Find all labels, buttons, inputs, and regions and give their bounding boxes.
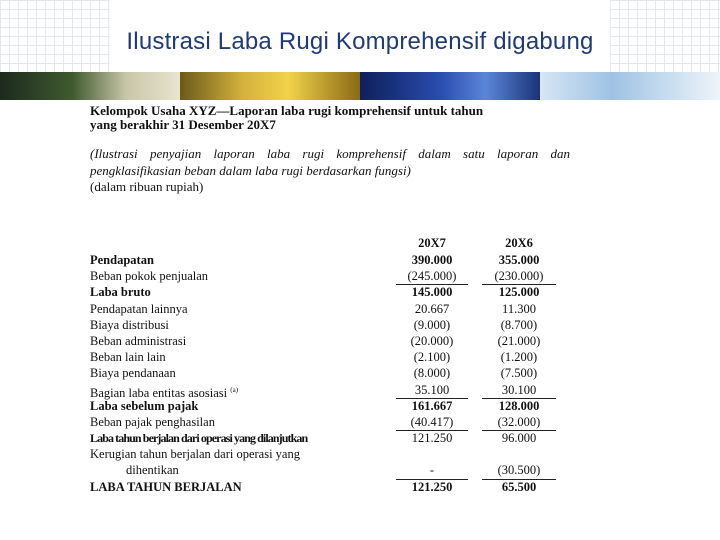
row-label-text: Bagian laba entitas asosiasi bbox=[90, 385, 228, 400]
table-header-row bbox=[90, 236, 570, 252]
income-statement-table bbox=[90, 236, 570, 495]
table-row bbox=[90, 430, 570, 446]
row-label: Beban pajak penghasilan bbox=[90, 414, 215, 429]
row-value-20x7: (40.417) bbox=[396, 414, 468, 431]
footnote-marker: (a) bbox=[230, 385, 239, 394]
table-row bbox=[90, 252, 570, 268]
row-value-20x7: 161.667 bbox=[411, 398, 453, 413]
row-label: Beban lain lain bbox=[90, 350, 166, 365]
column-header-20x7: 20X7 bbox=[418, 236, 446, 250]
photo-strip-image-2 bbox=[180, 72, 360, 100]
table-row bbox=[90, 479, 570, 495]
table-row bbox=[90, 349, 570, 365]
row-value-20x6: (21.000) bbox=[497, 333, 541, 348]
table-row bbox=[90, 268, 570, 284]
row-value-20x7: - bbox=[396, 462, 468, 479]
row-value-20x7: (20.000) bbox=[410, 333, 454, 348]
row-value-20x7: 35.100 bbox=[396, 382, 468, 399]
row-value-20x6: (30.500) bbox=[482, 462, 556, 479]
row-value-20x7: 390.000 bbox=[411, 253, 453, 267]
row-label: Biaya distribusi bbox=[90, 317, 169, 332]
row-value-20x6: (32.000) bbox=[482, 414, 556, 431]
row-value-20x7: (245.000) bbox=[396, 268, 468, 285]
slide-title: Ilustrasi Laba Rugi Komprehensif digabung bbox=[126, 28, 594, 55]
table-row bbox=[90, 414, 570, 430]
row-value-20x6: 96.000 bbox=[501, 431, 537, 446]
row-value-20x6: 355.000 bbox=[498, 253, 540, 267]
row-label: Laba bruto bbox=[90, 285, 151, 300]
row-value-20x7: (9.000) bbox=[413, 317, 451, 332]
row-value-20x6: 125.000 bbox=[498, 285, 540, 300]
row-label: Pendapatan bbox=[90, 253, 154, 267]
photo-strip-image-3 bbox=[360, 72, 540, 100]
row-value-20x6: 30.100 bbox=[482, 382, 556, 399]
row-value-20x7: 121.250 bbox=[411, 479, 453, 494]
table-row bbox=[90, 301, 570, 317]
statement-heading-line-2: yang berakhir 31 Desember 20X7 bbox=[90, 117, 276, 132]
row-label: Beban pokok penjualan bbox=[90, 269, 209, 284]
illustration-note: (Ilustrasi penyajian laporan laba rugi komprehensif dalam satu laporan dan pengklasifikasian beban dalam laba rugi berdasarkan fungsi) bbox=[90, 146, 570, 178]
row-value-20x6: 11.300 bbox=[502, 301, 536, 316]
row-label: dihentikan bbox=[126, 463, 179, 478]
row-value-20x6: (230.000) bbox=[482, 268, 556, 285]
row-value-20x7: (8.000) bbox=[413, 366, 451, 381]
slide-header bbox=[0, 0, 720, 72]
row-value-20x6: 128.000 bbox=[498, 398, 540, 413]
statement-heading-line-1: Kelompok Usaha XYZ—Laporan laba rugi komprehensif untuk tahun bbox=[90, 103, 484, 118]
table-row bbox=[90, 284, 570, 300]
unit-note: (dalam ribuan rupiah) bbox=[90, 179, 204, 194]
row-value-20x7: (2.100) bbox=[413, 350, 451, 365]
row-value-20x7: 145.000 bbox=[411, 285, 453, 300]
statement-document bbox=[90, 104, 570, 194]
row-value-20x6: (7.500) bbox=[500, 366, 538, 381]
row-label: Biaya pendanaan bbox=[90, 366, 176, 381]
row-label: LABA TAHUN BERJALAN bbox=[90, 479, 242, 494]
row-value-20x6: (8.700) bbox=[500, 317, 538, 332]
table-row bbox=[90, 382, 570, 398]
row-value-20x6: 65.500 bbox=[501, 479, 537, 494]
row-label: Kerugian tahun berjalan dari operasi yang bbox=[90, 447, 300, 462]
photo-strip-image-1 bbox=[0, 72, 180, 100]
table-row bbox=[90, 462, 570, 478]
photo-strip-image-4 bbox=[540, 72, 720, 100]
column-header-20x6: 20X6 bbox=[505, 236, 533, 250]
table-row bbox=[90, 398, 570, 414]
decorative-photo-strip bbox=[0, 72, 720, 100]
table-row bbox=[90, 365, 570, 381]
table-row bbox=[90, 317, 570, 333]
table-row bbox=[90, 333, 570, 349]
row-label: Beban administrasi bbox=[90, 333, 187, 348]
row-value-20x7: 121.250 bbox=[411, 431, 453, 446]
row-label: Laba sebelum pajak bbox=[90, 398, 199, 413]
table-row bbox=[90, 446, 570, 462]
row-value-20x6: (1.200) bbox=[500, 350, 538, 365]
row-label: Laba tahun berjalan dari operasi yang dilanjutkan bbox=[90, 431, 308, 446]
row-value-20x7: 20.667 bbox=[414, 301, 450, 316]
row-label: Pendapatan lainnya bbox=[90, 301, 188, 316]
